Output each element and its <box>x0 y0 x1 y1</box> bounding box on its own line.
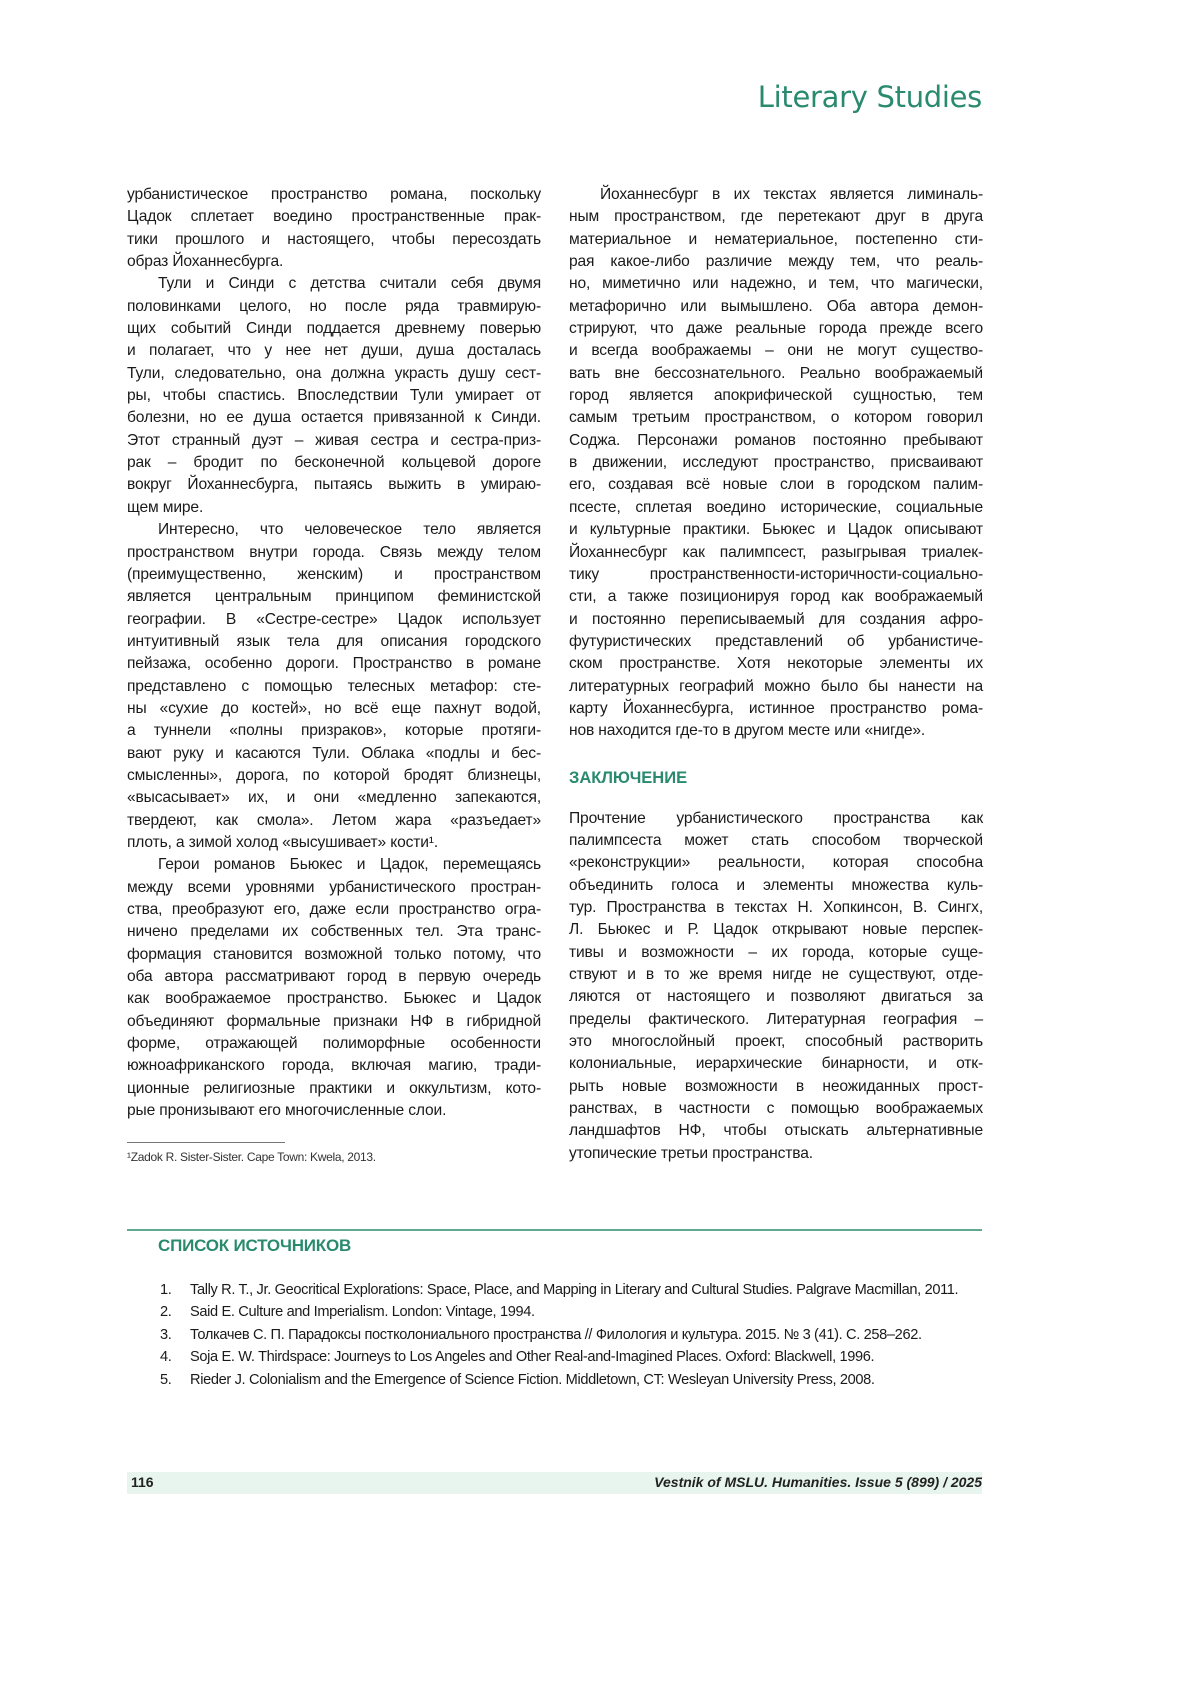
text-line: самым третьим пространством, о котором говорил <box>569 407 983 429</box>
text-line: Тули и Синди с детства считали себя двумя <box>127 273 541 295</box>
text-line: вокруг Йоханнесбурга, пытаясь выжить в умираю- <box>127 474 541 496</box>
text-line: нов находится где-то в другом месте или «нигде». <box>569 720 983 742</box>
text-line: псесте, сплетая воедино исторические, социальные <box>569 497 983 519</box>
reference-item <box>160 1324 982 1346</box>
footnote: ¹Zadok R. Sister-Sister. Cape Town: Kwela, 2013. <box>127 1150 376 1164</box>
reference-text: Tally R. T., Jr. Geocritical Explorations: Space, Place, and Mapping in Literary and Cultural Studies. Palgrave Macmillan, 2011. <box>190 1279 982 1301</box>
reference-item <box>160 1279 982 1301</box>
text-line: ным пространством, где перетекают друг в друга <box>569 206 983 228</box>
page-number: 116 <box>131 1474 154 1490</box>
text-line: материальное и нематериальное, постепенно сти- <box>569 229 983 251</box>
text-line: и полагает, что у нее нет души, душа досталась <box>127 340 541 362</box>
text-line: литературных географий можно было бы нанести на <box>569 676 983 698</box>
text-line: южноафриканского города, включая магию, тради- <box>127 1055 541 1077</box>
text-line: Йоханнесбург в их текстах является лиминаль- <box>569 184 983 206</box>
text-line: ствуют и в то же время нигде не существуют, отде- <box>569 964 983 986</box>
text-line: между всеми уровнями урбанистического простран- <box>127 877 541 899</box>
reference-number: 3. <box>160 1324 190 1346</box>
text-line: половинками целого, но после ряда травмирую- <box>127 296 541 318</box>
paragraph <box>127 854 541 1122</box>
text-line: рыть новые возможности в неожиданных прост- <box>569 1076 983 1098</box>
text-line: рак – бродит по бесконечной кольцевой дороге <box>127 452 541 474</box>
right-column <box>569 184 983 1165</box>
text-line: пейзажа, особенно дороги. Пространство в романе <box>127 653 541 675</box>
text-line: оба автора рассматривают город в первую очередь <box>127 966 541 988</box>
text-line: ском пространстве. Хотя некоторые элементы их <box>569 653 983 675</box>
text-line: в движении, исследуют пространство, присваивают <box>569 452 983 474</box>
text-line: тивы и возможности – их города, которые суще- <box>569 942 983 964</box>
text-line: и постоянно переписываемый для создания афро- <box>569 609 983 631</box>
text-line: и культурные практики. Бьюкес и Цадок описывают <box>569 519 983 541</box>
text-line: пределы фактического. Литературная география – <box>569 1009 983 1031</box>
right-body <box>569 184 983 743</box>
reference-item <box>160 1369 982 1391</box>
text-line: рые пронизывают его многочисленные слои. <box>127 1100 541 1122</box>
text-line: тики прошлого и настоящего, чтобы пересоздать <box>127 229 541 251</box>
text-line: но, миметично или надежно, и тем, что магически, <box>569 273 983 295</box>
text-line: форме, отражающей полиморфные особенности <box>127 1033 541 1055</box>
text-line: рая какое-либо различие между тем, что реаль- <box>569 251 983 273</box>
reference-text: Толкачев С. П. Парадоксы постколониального пространства // Филология и культура. 2015. № 3 (41). С. 258–262. <box>190 1324 982 1346</box>
text-line: колониальные, иерархические бинарности, и отк- <box>569 1053 983 1075</box>
text-line: тику пространственности-историчности-социально- <box>569 564 983 586</box>
reference-item <box>160 1346 982 1368</box>
text-line: это многослойный проект, способный растворить <box>569 1031 983 1053</box>
text-line: карту Йоханнесбурга, истинное пространство рома- <box>569 698 983 720</box>
text-line: представлено с помощью телесных метафор: сте- <box>127 676 541 698</box>
reference-text: Soja E. W. Thirdspace: Journeys to Los Angeles and Other Real-and-Imagined Places. Oxford: Blackwell, 1996. <box>190 1346 982 1368</box>
text-line: ничено пределами их собственных тел. Эта транс- <box>127 921 541 943</box>
text-line: Л. Бьюкес и Р. Цадок открывают новые перспек- <box>569 919 983 941</box>
text-line: щем мире. <box>127 497 541 519</box>
text-line: футуристических представлений об урбанистиче- <box>569 631 983 653</box>
text-line: интуитивный язык тела для описания городского <box>127 631 541 653</box>
reference-text: Said E. Culture and Imperialism. London: Vintage, 1994. <box>190 1301 982 1323</box>
text-line: и всегда воображаемы – они не могут существо- <box>569 340 983 362</box>
references-divider <box>127 1229 982 1231</box>
paragraph <box>569 184 983 743</box>
text-line: болезни, но ее душа остается привязанной к Синди. <box>127 407 541 429</box>
text-line: Соджа. Персонажи романов постоянно пребывают <box>569 430 983 452</box>
references-heading: СПИСОК ИСТОЧНИКОВ <box>158 1236 351 1256</box>
text-line: тур. Пространства в текстах Н. Хопкинсон, В. Сингх, <box>569 897 983 919</box>
text-line: плоть, а зимой холод «высушивает» кости¹. <box>127 832 541 854</box>
text-line: является центральным принципом феминистской <box>127 586 541 608</box>
text-line: Тули, следовательно, она должна украсть душу сест- <box>127 363 541 385</box>
text-line: формация становится возможной только потому, что <box>127 944 541 966</box>
text-line: метафорично или вымышлено. Оба автора демон- <box>569 296 983 318</box>
footnote-divider <box>127 1142 285 1143</box>
text-line: пространством внутри города. Связь между телом <box>127 542 541 564</box>
reference-text: Rieder J. Colonialism and the Emergence of Science Fiction. Middletown, CT: Wesleyan University Press, 2008. <box>190 1369 982 1391</box>
text-line: объединить голоса и элементы множества куль- <box>569 875 983 897</box>
text-line: Прочтение урбанистического пространства как <box>569 808 983 830</box>
text-line: ционные религиозные практики и оккультизм, кото- <box>127 1078 541 1100</box>
text-line: ландшафтов НФ, чтобы отыскать альтернативные <box>569 1120 983 1142</box>
text-line: утопические третьи пространства. <box>569 1143 983 1165</box>
text-line: ранствах, в частности с помощью воображаемых <box>569 1098 983 1120</box>
text-line: город является апокрифической сущностью, тем <box>569 385 983 407</box>
reference-number: 4. <box>160 1346 190 1368</box>
text-line: ляются от настоящего и позволяют двигаться за <box>569 986 983 1008</box>
references-list <box>160 1279 982 1391</box>
text-line: ны «сухие до костей», но всё еще пахнут водой, <box>127 698 541 720</box>
left-column <box>127 184 541 1122</box>
text-line: сти, а также позиционируя город как воображаемый <box>569 586 983 608</box>
text-line: вают руку и касаются Тули. Облака «подлы и бес- <box>127 743 541 765</box>
text-line: Цадок сплетает воедино пространственные прак- <box>127 206 541 228</box>
reference-number: 1. <box>160 1279 190 1301</box>
text-line: палимпсеста может стать способом творческой <box>569 830 983 852</box>
conclusion-heading: ЗАКЛЮЧЕНИЕ <box>569 767 983 789</box>
text-line: (преимущественно, женским) и пространством <box>127 564 541 586</box>
text-line: Йоханнесбург как палимпсест, разыгрывая триалек- <box>569 542 983 564</box>
text-line: ры, чтобы спастись. Впоследствии Тули умирает от <box>127 385 541 407</box>
text-line: как воображаемое пространство. Бьюкес и Цадок <box>127 988 541 1010</box>
conclusion-body <box>569 808 983 1166</box>
text-line: «высасывает» их, и они «медленно запекаются, <box>127 787 541 809</box>
text-line: щих событий Синди поддается древнему поверью <box>127 318 541 340</box>
running-section-title: Literary Studies <box>758 80 982 114</box>
text-line: «реконструкции» реальности, которая способна <box>569 852 983 874</box>
text-line: Герои романов Бьюкес и Цадок, перемещаясь <box>127 854 541 876</box>
text-line: твердеют, как смола». Летом жара «разъедает» <box>127 810 541 832</box>
paragraph <box>127 184 541 273</box>
text-line: вать вне бессознательного. Реально воображаемый <box>569 363 983 385</box>
text-line: смысленны», дорога, по которой бродят близнецы, <box>127 765 541 787</box>
text-line: Этот странный дуэт – живая сестра и сестра-приз- <box>127 430 541 452</box>
text-line: а туннели «полны призраков», которые протяги- <box>127 720 541 742</box>
paragraph <box>127 273 541 519</box>
reference-number: 2. <box>160 1301 190 1323</box>
text-line: ства, преобразуют его, даже если пространство огра- <box>127 899 541 921</box>
text-line: стрируют, что даже реальные города прежде всего <box>569 318 983 340</box>
journal-citation: Vestnik of MSLU. Humanities. Issue 5 (899) / 2025 <box>654 1474 982 1490</box>
text-line: объединяют формальные признаки НФ в гибридной <box>127 1011 541 1033</box>
reference-item <box>160 1301 982 1323</box>
text-line: образ Йоханнесбурга. <box>127 251 541 273</box>
text-line: урбанистическое пространство романа, поскольку <box>127 184 541 206</box>
text-line: географии. В «Сестре-сестре» Цадок использует <box>127 609 541 631</box>
reference-number: 5. <box>160 1369 190 1391</box>
text-line: Интересно, что человеческое тело является <box>127 519 541 541</box>
paragraph <box>127 519 541 854</box>
paragraph <box>569 808 983 1166</box>
text-line: его, создавая всё новые слои в городском палим- <box>569 474 983 496</box>
